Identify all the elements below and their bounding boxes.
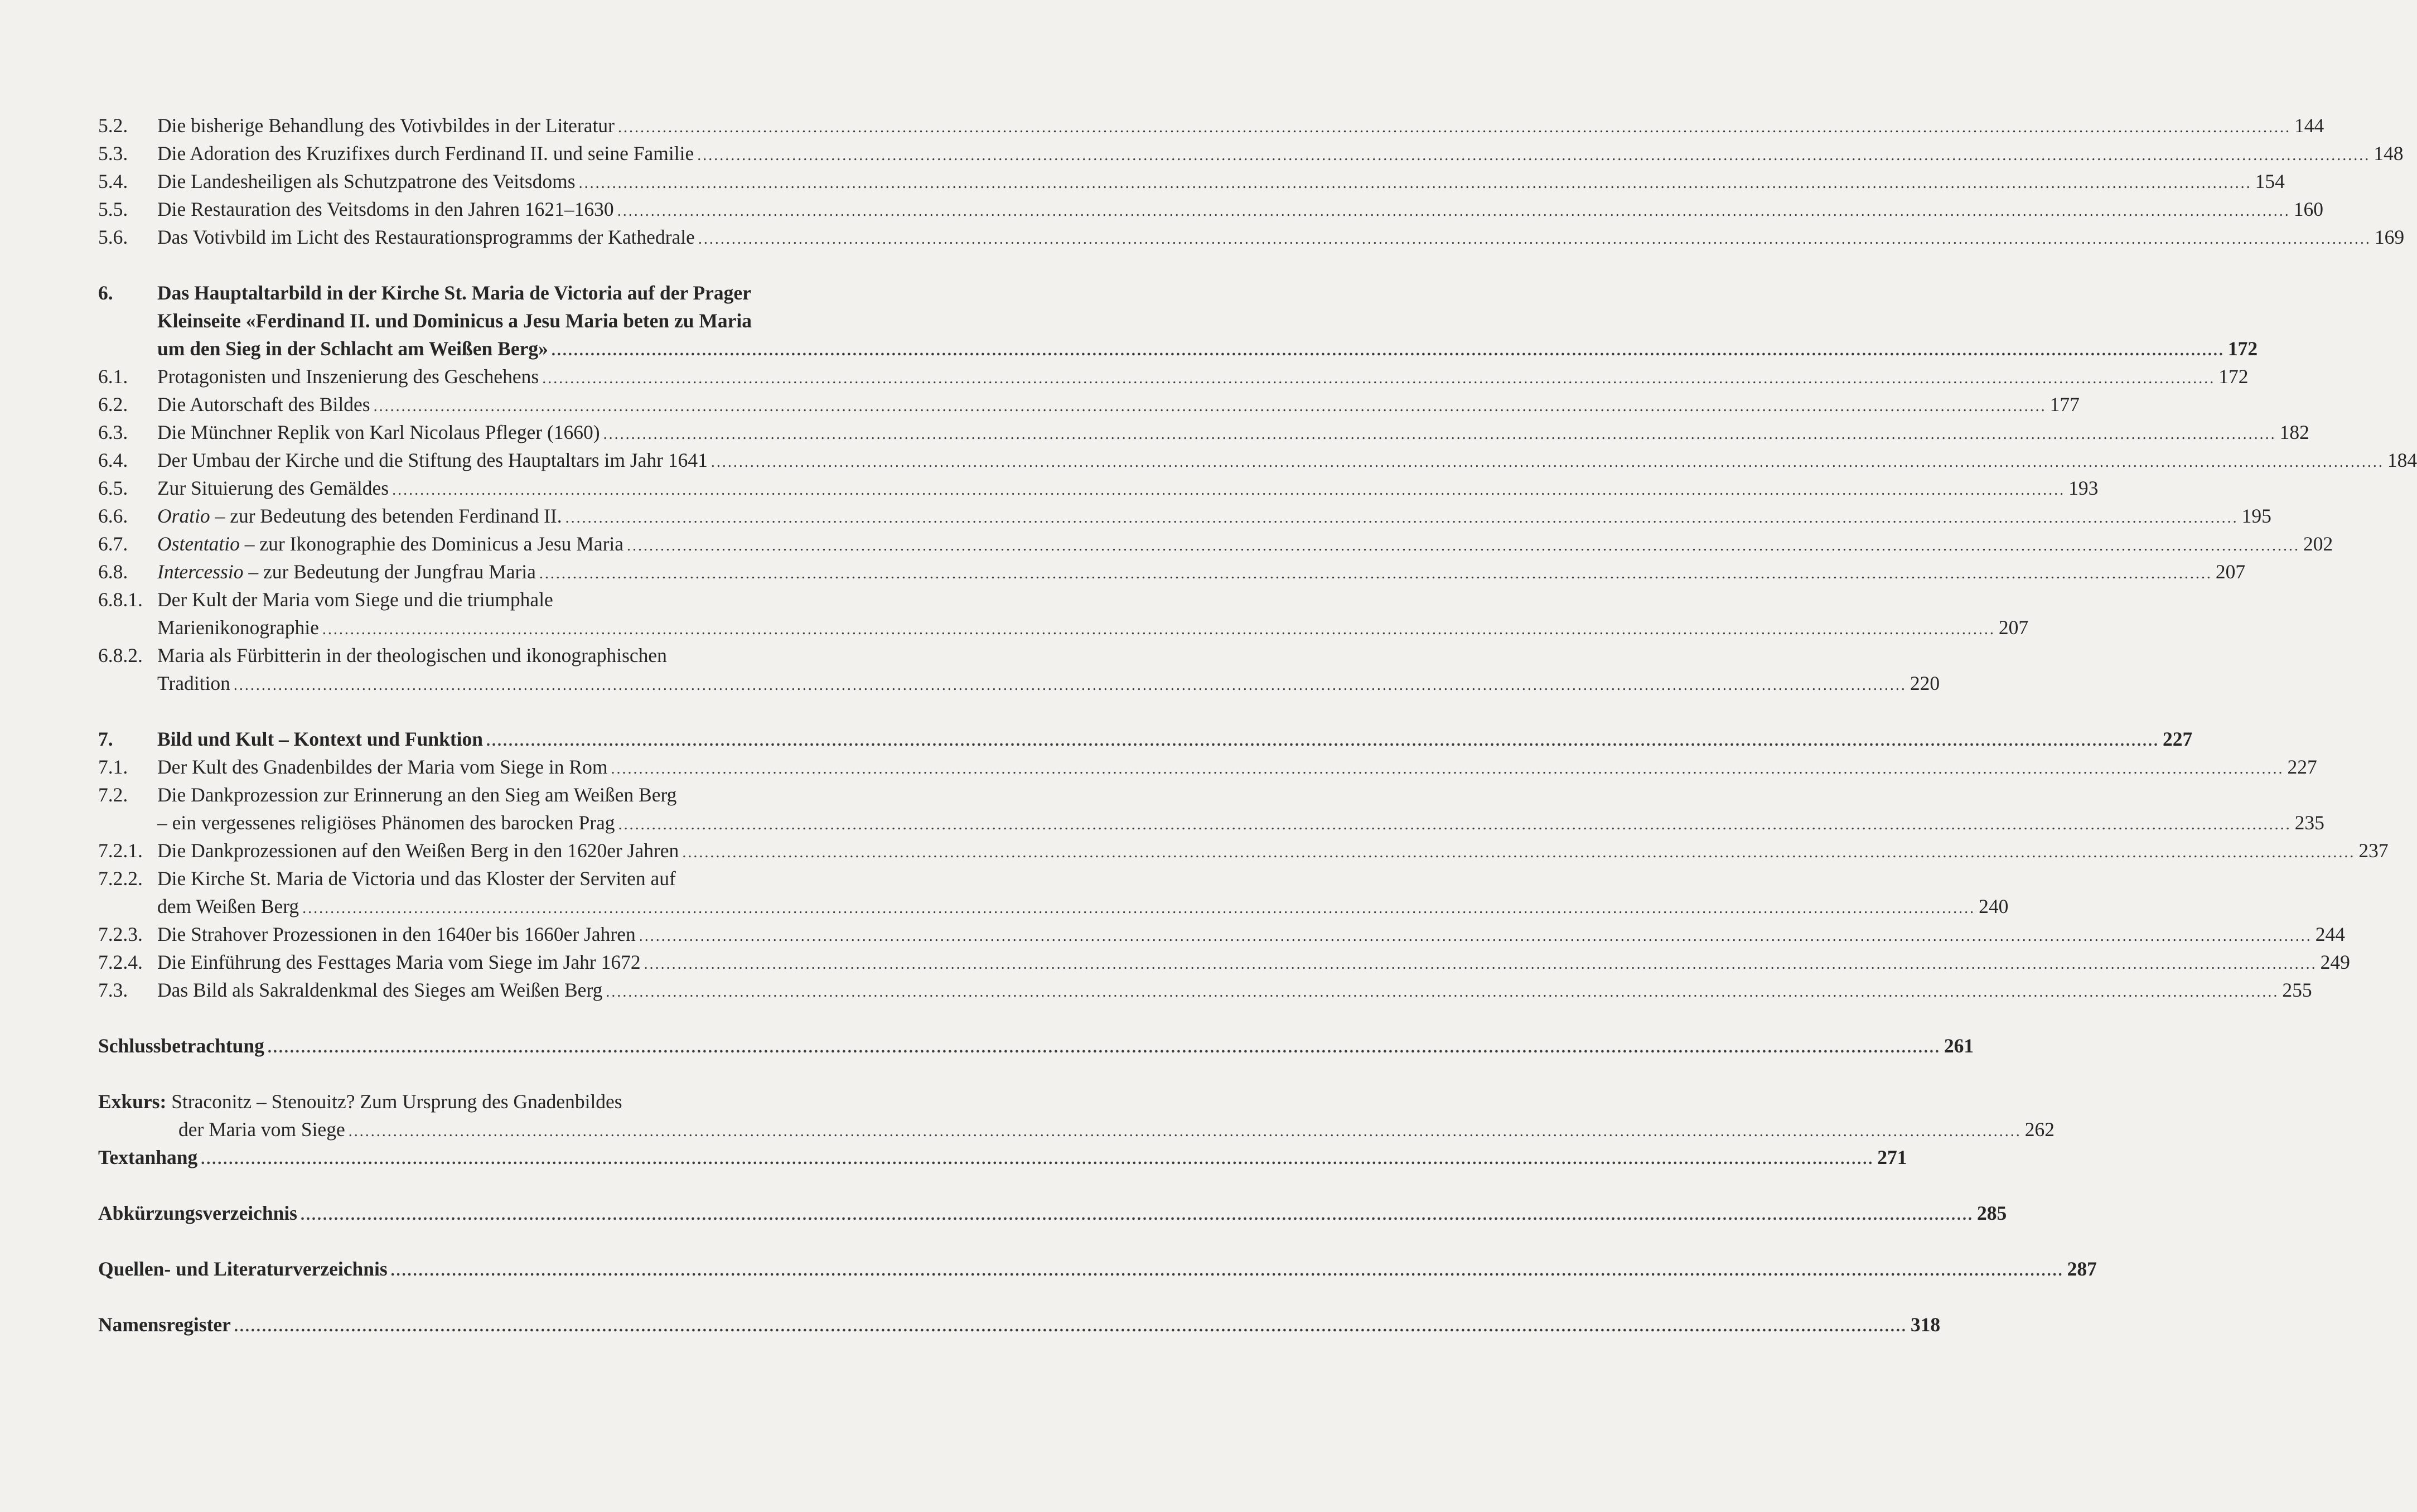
toc-entry-title (157, 418, 2309, 446)
toc-line-words: um den Sieg in der Schlacht am Weißen Berg» (157, 337, 548, 360)
toc-entry-number: 6.3. (98, 421, 128, 443)
toc-entry-title (157, 586, 2029, 641)
toc-entry-title (157, 948, 2350, 976)
page-number: 240 (1979, 895, 2009, 917)
page-number: 227 (2287, 756, 2317, 778)
toc-line-text (157, 335, 548, 363)
page-number: 144 (2294, 114, 2324, 137)
toc-line (157, 641, 847, 669)
toc-line-words: Tradition (157, 672, 230, 694)
page-number: 227 (2163, 728, 2193, 750)
toc-line-text (157, 282, 751, 304)
toc-entry-title (98, 1199, 2007, 1227)
toc-entry-number: 5.6. (98, 226, 128, 248)
toc-line-text (98, 1311, 231, 1339)
toc-line-words: Die Münchner Replik von Karl Nicolaus Pfleger (1660) (157, 421, 600, 443)
toc-line (157, 167, 2285, 195)
toc-line-words: Das Bild als Sakraldenkmal des Sieges am Weißen Berg (157, 979, 603, 1001)
toc-line-text (157, 310, 752, 332)
toc-entry-number: 5.2. (98, 114, 128, 137)
page-number: 202 (2303, 533, 2333, 555)
toc-line (157, 976, 2312, 1004)
toc-line-words: Zur Situierung des Gemäldes (157, 477, 389, 499)
dot-leader: ............................................................................................................................................................................................................................................................................................................ (644, 955, 2317, 973)
toc-line (98, 1199, 2007, 1227)
toc-line (98, 1143, 1907, 1171)
toc-entry-title (157, 920, 2345, 948)
toc-entry-number: 6.5. (98, 477, 128, 499)
toc-line (157, 920, 2345, 948)
toc-entry-title (157, 279, 2258, 363)
page-number: 244 (2315, 923, 2345, 945)
toc-entry-title (157, 725, 2193, 753)
toc-line (157, 948, 2350, 976)
toc-line-words: Der Umbau der Kirche und die Stiftung des Hauptaltars im Jahr 1641 (157, 449, 708, 471)
toc-line-words: Die Autorschaft des Bildes (157, 393, 370, 416)
page-number: 207 (1998, 616, 2029, 639)
dot-leader: ............................................................................................................................................................................................................................................................................................................ (697, 147, 2371, 164)
toc-entry-title (157, 139, 2404, 167)
dot-leader: ............................................................................................................................................................................................................................................................................................................ (578, 175, 2252, 192)
page-number: 177 (2049, 393, 2080, 416)
toc-entry-title (157, 530, 2333, 558)
toc-entry-title (157, 502, 2271, 530)
toc-entry-number: 6.8.2. (98, 644, 143, 666)
toc-line-text (157, 390, 370, 418)
toc-line (157, 502, 2271, 530)
toc-line-text (157, 139, 694, 167)
toc-line (157, 474, 2099, 502)
toc-line (157, 390, 2080, 418)
toc-line (98, 1088, 847, 1115)
toc-line-words: Kleinseite «Ferdinand II. und Dominicus a Jesu Maria beten zu Maria (157, 310, 752, 332)
dot-leader: ............................................................................................................................................................................................................................................................................................................ (710, 453, 2384, 471)
toc-line-words: Das Votivbild im Licht des Restaurationsprogramms der Kathedrale (157, 226, 695, 248)
italic-keyword: Intercessio (157, 561, 244, 583)
toc-line-words: – zur Ikonographie des Dominicus a Jesu Maria (239, 533, 624, 555)
toc-line-text (157, 948, 641, 976)
page-number: 237 (2358, 839, 2389, 862)
toc-entry-title (157, 195, 2323, 223)
toc-line-text (157, 588, 553, 611)
page-number: 261 (1944, 1035, 1974, 1057)
toc-line (157, 307, 847, 335)
toc-entry-number: 6.2. (98, 393, 128, 416)
toc-line-text (157, 892, 299, 920)
toc-line-words: Die Landesheiligen als Schutzpatrone des Veitsdoms (157, 170, 576, 192)
toc-line-text (157, 644, 667, 666)
toc-line-text (157, 363, 539, 390)
toc-line-text (157, 112, 615, 139)
toc-line-text (157, 446, 708, 474)
bold-keyword: Exkurs: (98, 1090, 167, 1113)
dot-leader: ............................................................................................................................................................................................................................................................................................................ (611, 760, 2284, 777)
toc-line (157, 112, 2324, 139)
toc-entry-title (157, 781, 2324, 837)
toc-entry-title (98, 1032, 1974, 1060)
page-number: 271 (1877, 1146, 1907, 1168)
toc-line-text (157, 837, 679, 864)
toc-line-text (157, 530, 623, 558)
toc-line (157, 195, 2323, 223)
toc-entry-title (157, 976, 2312, 1004)
toc-line (157, 669, 1940, 697)
toc-line (98, 1255, 2097, 1283)
page-number: 160 (2293, 198, 2323, 220)
toc-entry-title (157, 223, 2405, 251)
toc-line-text (157, 502, 562, 530)
toc-entry-number: 6.8.1. (98, 588, 143, 611)
toc-line-text (157, 195, 614, 223)
toc-entry-number: 7.2. (98, 784, 128, 806)
page-number: 182 (2279, 421, 2309, 443)
toc-line-words: Der Kult des Gnadenbildes der Maria vom Siege in Rom (157, 756, 608, 778)
dot-leader: ............................................................................................................................................................................................................................................................................................................ (390, 1262, 2064, 1279)
toc-line-text (157, 474, 389, 502)
toc-entry-number: 6.7. (98, 533, 128, 555)
toc-line-words: Die bisherige Behandlung des Votivbildes in der Literatur (157, 114, 615, 137)
dot-leader: ............................................................................................................................................................................................................................................................................................................ (565, 509, 2239, 526)
toc-entry-title (98, 1311, 1941, 1339)
dot-leader: ............................................................................................................................................................................................................................................................................................................ (698, 230, 2371, 248)
italic-keyword: Ostentatio (157, 533, 240, 555)
toc-entry-title (157, 474, 2099, 502)
toc-entry-title (98, 1143, 1907, 1171)
toc-line-text (157, 920, 636, 948)
toc-line-words: Bild und Kult – Kontext und Funktion (157, 728, 483, 750)
toc-line (157, 446, 2417, 474)
toc-line-words: – zur Bedeutung der Jungfrau Maria (243, 561, 536, 583)
toc-entry-title (98, 1255, 2097, 1283)
toc-entry-title (157, 558, 2246, 586)
toc-entry-number: 6.8. (98, 561, 128, 583)
toc-entry-number: 7.2.3. (98, 923, 143, 945)
toc-line-words: Protagonisten und Inszenierung des Geschehens (157, 365, 539, 388)
toc-line-words: – ein vergessenes religiöses Phänomen des barocken Prag (157, 811, 615, 834)
toc-line (157, 586, 847, 614)
toc-line (157, 279, 847, 307)
toc-line-text (157, 558, 536, 586)
dot-leader: ............................................................................................................................................................................................................................................................................................................ (542, 370, 2216, 387)
page-number: 154 (2255, 170, 2285, 192)
toc-line-words: Straconitz – Stenouitz? Zum Ursprung des Gnadenbildes (166, 1090, 622, 1113)
dot-leader: ............................................................................................................................................................................................................................................................................................................ (201, 1151, 1874, 1168)
page-number: 255 (2282, 979, 2312, 1001)
toc-line-words: Die Kirche St. Maria de Victoria und das Kloster der Serviten auf (157, 867, 676, 890)
page-number: 262 (2024, 1118, 2055, 1141)
dot-leader: ............................................................................................................................................................................................................................................................................................................ (322, 621, 1995, 638)
toc-line-text (157, 725, 483, 753)
toc-line-words: Marienikonographie (157, 616, 319, 639)
page-number: 148 (2374, 142, 2404, 165)
dot-leader: ............................................................................................................................................................................................................................................................................................................ (302, 900, 1976, 917)
toc-line-text (157, 418, 600, 446)
page-number: 285 (1977, 1202, 2007, 1224)
toc-line (157, 558, 2246, 586)
toc-line-words: Abkürzungsverzeichnis (98, 1202, 297, 1224)
toc-entry-number: 6.1. (98, 365, 128, 388)
toc-entry-title (157, 753, 2317, 781)
toc-entry-title (157, 864, 2009, 920)
toc-line-text (157, 223, 695, 251)
page-number: 193 (2068, 477, 2099, 499)
toc-line-words: Die Adoration des Kruzifixes durch Ferdinand II. und seine Familie (157, 142, 694, 165)
toc-line (157, 614, 2029, 641)
dot-leader: ............................................................................................................................................................................................................................................................................................................ (551, 342, 2225, 359)
toc-line (157, 530, 2333, 558)
toc-line-text (178, 1115, 345, 1143)
toc-entry-number: 7.2.2. (98, 867, 143, 890)
dot-leader: ............................................................................................................................................................................................................................................................................................................ (617, 119, 2291, 136)
toc-entry-title (157, 641, 1940, 697)
toc-line-words: Quellen- und Literaturverzeichnis (98, 1258, 388, 1280)
page-number: 172 (2218, 365, 2249, 388)
toc-entry-title (157, 363, 2249, 390)
page-number: 195 (2241, 505, 2271, 527)
page-number: 318 (1910, 1313, 1941, 1336)
toc-line (157, 725, 2193, 753)
toc-line-words: Das Hauptaltarbild in der Kirche St. Maria de Victoria auf der Prager (157, 282, 751, 304)
toc-line-words: Maria als Fürbitterin in der theologischen und ikonographischen (157, 644, 667, 666)
toc-entry-number: 7.2.4. (98, 951, 143, 973)
toc-line-words: – zur Bedeutung des betenden Ferdinand II. (210, 505, 562, 527)
dot-leader: ............................................................................................................................................................................................................................................................................................................ (639, 928, 2312, 945)
dot-leader: ............................................................................................................................................................................................................................................................................................................ (603, 426, 2276, 443)
toc-line (98, 1115, 2055, 1143)
toc-entry-number: 7. (98, 728, 113, 750)
toc-line-words: Textanhang (98, 1146, 198, 1168)
toc-entry-title (98, 1088, 2055, 1143)
page-number: 287 (2067, 1258, 2097, 1280)
dot-leader: ............................................................................................................................................................................................................................................................................................................ (539, 565, 2212, 582)
toc-entry-number: 5.5. (98, 198, 128, 220)
toc-line (157, 781, 847, 809)
toc-line-text (98, 1199, 297, 1227)
toc-entry-number: 6.4. (98, 449, 128, 471)
toc-line (157, 864, 847, 892)
toc-line (157, 139, 2404, 167)
toc-line (157, 753, 2317, 781)
dot-leader: ............................................................................................................................................................................................................................................................................................................ (392, 481, 2066, 499)
toc-entry-number: 5.4. (98, 170, 128, 192)
toc-line-words: dem Weißen Berg (157, 895, 299, 917)
dot-leader: ............................................................................................................................................................................................................................................................................................................ (267, 1039, 1941, 1056)
toc-line-text (157, 867, 676, 890)
toc-line-text (157, 976, 602, 1004)
toc-entry-title (157, 390, 2080, 418)
toc-entry-number: 7.3. (98, 979, 128, 1001)
toc-line (157, 418, 2309, 446)
toc-line-words: Die Strahover Prozessionen in den 1640er bis 1660er Jahren (157, 923, 636, 945)
toc-line-text (98, 1032, 264, 1060)
toc-line-words: Der Kult der Maria vom Siege und die triumphale (157, 588, 553, 611)
dot-leader: ............................................................................................................................................................................................................................................................................................................ (627, 537, 2300, 554)
toc-entry-number: 7.1. (98, 756, 128, 778)
toc-line-words: Namensregister (98, 1313, 231, 1336)
toc-line-words: Schlussbetrachtung (98, 1035, 264, 1057)
dot-leader: ............................................................................................................................................................................................................................................................................................................ (373, 398, 2047, 415)
toc-line-words: der Maria vom Siege (178, 1118, 345, 1141)
italic-keyword: Oratio (157, 505, 210, 527)
toc-entry-title (157, 446, 2417, 474)
toc-entry-number: 7.2.1. (98, 839, 143, 862)
dot-leader: ............................................................................................................................................................................................................................................................................................................ (348, 1123, 2022, 1140)
dot-leader: ............................................................................................................................................................................................................................................................................................................ (682, 844, 2356, 861)
toc-entry-title (157, 112, 2324, 139)
toc-line (157, 809, 2324, 837)
dot-leader: ............................................................................................................................................................................................................................................................................................................ (233, 677, 1907, 694)
toc-line-text (157, 753, 607, 781)
toc-entry-title (157, 837, 2389, 864)
toc-line-text (157, 784, 676, 806)
toc-line-text (157, 614, 319, 641)
toc-line-words: Die Einführung des Festtages Maria vom Siege im Jahr 1672 (157, 951, 641, 973)
toc-line-words: Die Dankprozession zur Erinnerung an den Sieg am Weißen Berg (157, 784, 677, 806)
page-number: 249 (2320, 951, 2350, 973)
toc-line-words: Die Dankprozessionen auf den Weißen Berg in den 1620er Jahren (157, 839, 679, 862)
toc-line-text (98, 1090, 622, 1113)
toc-line (98, 1032, 1974, 1060)
toc-line-text (157, 809, 615, 837)
toc-line (98, 1311, 1941, 1339)
dot-leader: ............................................................................................................................................................................................................................................................................................................ (617, 202, 2290, 220)
toc-line-text (157, 167, 576, 195)
toc-line (157, 335, 2258, 363)
page-number: 235 (2294, 811, 2324, 834)
page-number: 169 (2374, 226, 2405, 248)
dot-leader: ............................................................................................................................................................................................................................................................................................................ (606, 983, 2279, 1001)
page-number: 220 (1910, 672, 1940, 694)
dot-leader: ............................................................................................................................................................................................................................................................................................................ (618, 816, 2292, 833)
toc-entry-number: 6.6. (98, 505, 128, 527)
toc-entry-title (157, 167, 2285, 195)
toc-line-text (98, 1255, 388, 1283)
toc-entry-number: 5.3. (98, 142, 128, 165)
toc-line (157, 837, 2389, 864)
toc-line-text (98, 1143, 197, 1171)
toc-line-text (157, 669, 230, 697)
toc-entry-number: 6. (98, 282, 113, 304)
page-number: 172 (2227, 337, 2258, 360)
page-number: 207 (2215, 561, 2246, 583)
toc-line (157, 892, 2009, 920)
dot-leader: ............................................................................................................................................................................................................................................................................................................ (301, 1206, 1974, 1224)
dot-leader: ............................................................................................................................................................................................................................................................................................................ (486, 732, 2159, 750)
toc-line-words: Die Restauration des Veitsdoms in den Jahren 1621–1630 (157, 198, 614, 220)
toc-line (157, 223, 2405, 251)
page-number: 184 (2387, 449, 2417, 471)
toc-line (157, 363, 2249, 390)
dot-leader: ............................................................................................................................................................................................................................................................................................................ (234, 1318, 1907, 1335)
